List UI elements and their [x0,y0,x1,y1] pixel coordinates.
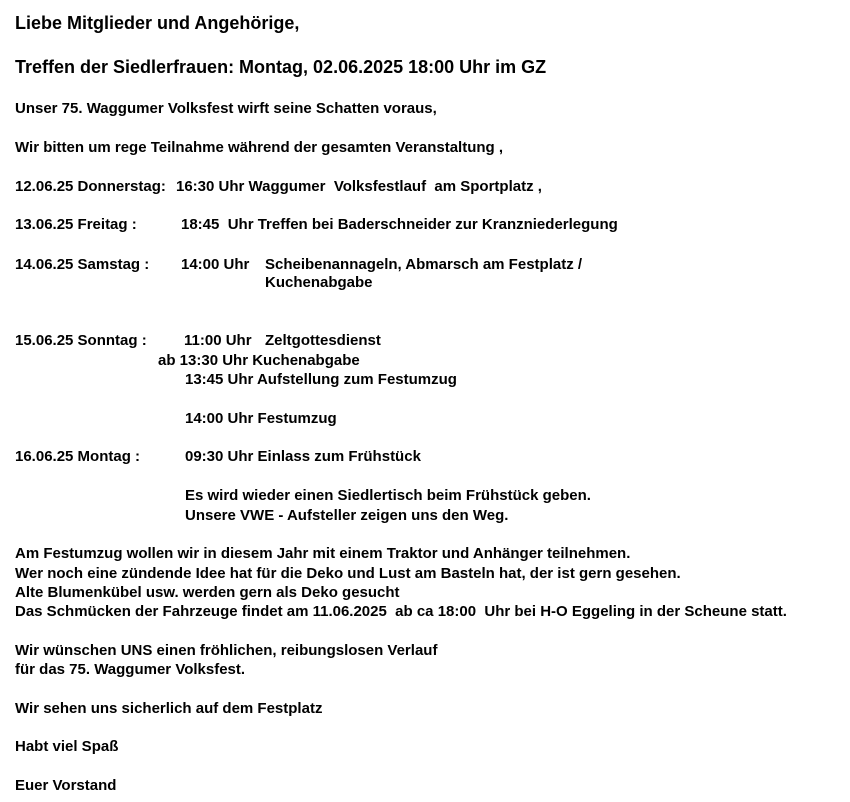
parade-line-3: Alte Blumenkübel usw. werden gern als Deko gesucht [15,584,400,601]
schedule-thursday-entry: 16:30 Uhr Waggumer Volksfestlauf am Sportplatz , [176,178,542,195]
schedule-saturday-time: 14:00 Uhr [181,256,250,273]
closing-see-you: Wir sehen uns sicherlich auf dem Festplatz [15,700,323,717]
schedule-monday-entry: 09:30 Uhr Einlass zum Frühstück [185,448,421,465]
schedule-sunday-line-3: 13:45 Uhr Aufstellung zum Festumzug [185,371,457,388]
closing-fun: Habt viel Spaß [15,738,119,755]
schedule-monday-note-2: Unsere VWE - Aufsteller zeigen uns den Weg. [185,507,509,524]
schedule-sunday-entry: Zeltgottesdienst [265,332,381,349]
schedule-thursday-day: 12.06.25 Donnerstag: [15,178,166,195]
schedule-sunday-line-2: ab 13:30 Uhr Kuchenabgabe [158,352,360,369]
meeting-headline: Treffen der Siedlerfrauen: Montag, 02.06.2025 18:00 Uhr im GZ [15,57,547,77]
parade-line-1: Am Festumzug wollen wir in diesem Jahr mit einem Traktor und Anhänger teilnehmen. [15,545,631,562]
greeting: Liebe Mitglieder und Angehörige, [15,13,300,33]
schedule-sunday-line-4: 14:00 Uhr Festumzug [185,410,337,427]
parade-line-4: Das Schmücken der Fahrzeuge findet am 11.06.2025 ab ca 18:00 Uhr bei H-O Eggeling in der Scheune statt. [15,603,787,620]
closing-wish-2: für das 75. Waggumer Volksfest. [15,661,246,678]
closing-wish-1: Wir wünschen UNS einen fröhlichen, reibungslosen Verlauf [15,642,438,659]
schedule-sunday-day: 15.06.25 Sonntag : [15,332,147,349]
schedule-monday-day: 16.06.25 Montag : [15,448,141,465]
intro-line-2: Wir bitten um rege Teilnahme während der gesamten Veranstaltung , [15,139,504,156]
schedule-friday-day: 13.06.25 Freitag : [15,216,137,233]
parade-line-2: Wer noch eine zündende Idee hat für die Deko und Lust am Basteln hat, der ist gern gesehen. [15,565,681,582]
schedule-saturday-entry: Scheibenannageln, Abmarsch am Festplatz / [265,256,583,273]
intro-line-1: Unser 75. Waggumer Volksfest wirft seine Schatten voraus, [15,100,437,117]
schedule-sunday-time: 11:00 Uhr [184,332,252,349]
closing-signature: Euer Vorstand [15,777,117,794]
schedule-saturday-entry-2: Kuchenabgabe [265,274,373,291]
schedule-monday-note-1: Es wird wieder einen Siedlertisch beim Frühstück geben. [185,487,591,504]
schedule-friday-entry: 18:45 Uhr Treffen bei Baderschneider zur Kranzniederlegung [181,216,618,233]
schedule-saturday-day: 14.06.25 Samstag : [15,256,150,273]
